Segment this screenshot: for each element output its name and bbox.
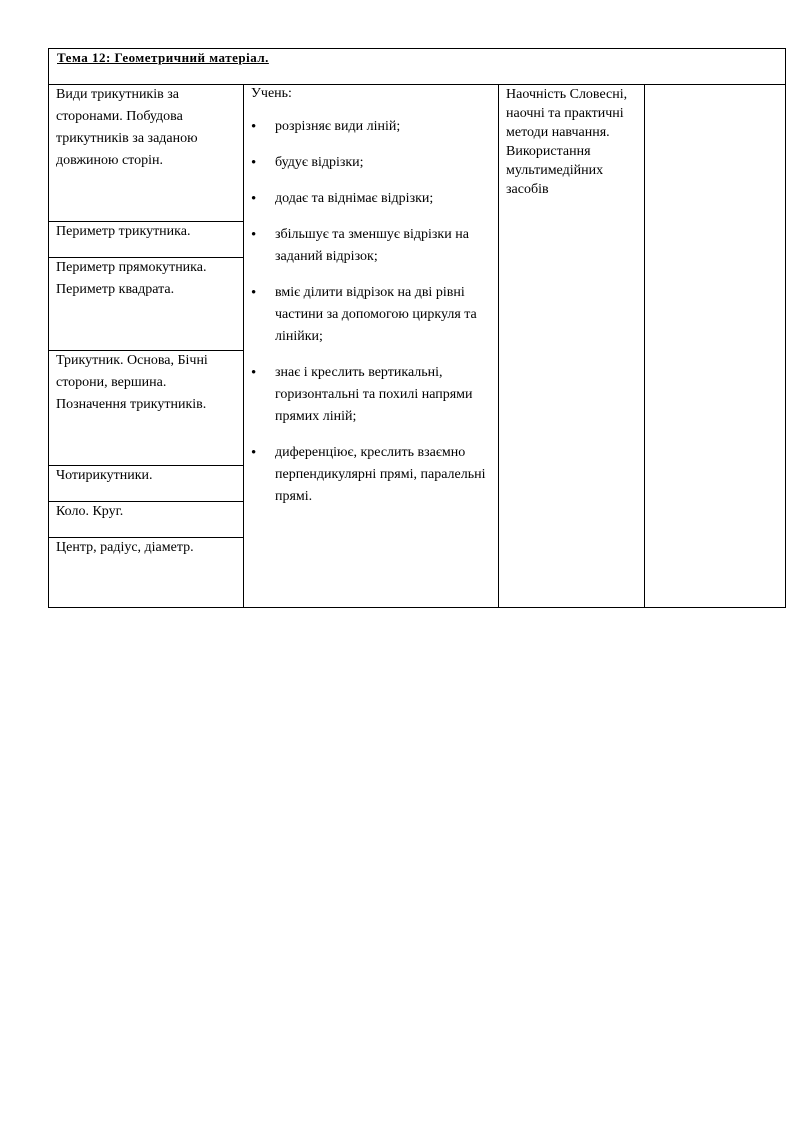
content-cell-7: Центр, радіус, діаметр. (56, 540, 194, 555)
content-cell-6: Коло. Круг. (56, 504, 124, 519)
outcome-item: • додає та віднімає відрізки; (251, 188, 491, 210)
content-cell-1: Види трикутників за сторонами. Побудова трикутників за заданою довжиною сторін. (56, 87, 198, 168)
methods-cell: Наочність Словесні, наочні та практичні методи навчання. Використання мультимедійних засобів (506, 87, 628, 197)
outcome-item: • розрізняє види ліній; (251, 116, 491, 138)
topic-title: Тема 12: Геометричний матеріал. (57, 50, 269, 65)
outcome-item: • вміє ділити відрізок на дві рівні частини за допомогою циркуля та лінійки; (251, 282, 491, 348)
outcome-item: • знає і креслить вертикальні, горизонтальні та похилі напрями прямих ліній; (251, 362, 491, 428)
content-cell-5: Чотирикутники. (56, 468, 153, 483)
column-divider-2 (498, 84, 499, 608)
outcome-item: • будує відрізки; (251, 152, 491, 174)
outcome-item: • диференціює, креслить взаємно перпендикулярні прямі, паралельні прямі. (251, 442, 491, 508)
outcome-item: • збільшує та зменшує відрізки на заданий відрізок; (251, 224, 491, 268)
content-cell-4: Трикутник. Основа, Бічні сторони, вершина. Позначення трикутників. (56, 353, 208, 412)
column-divider-3 (644, 84, 645, 608)
learner-label: Учень: (251, 86, 292, 101)
column-divider-1 (243, 84, 244, 608)
content-cell-2: Периметр трикутника. (56, 224, 191, 239)
outcomes-list (251, 116, 491, 508)
content-cell-3: Периметр прямокутника. Периметр квадрата. (56, 260, 207, 297)
